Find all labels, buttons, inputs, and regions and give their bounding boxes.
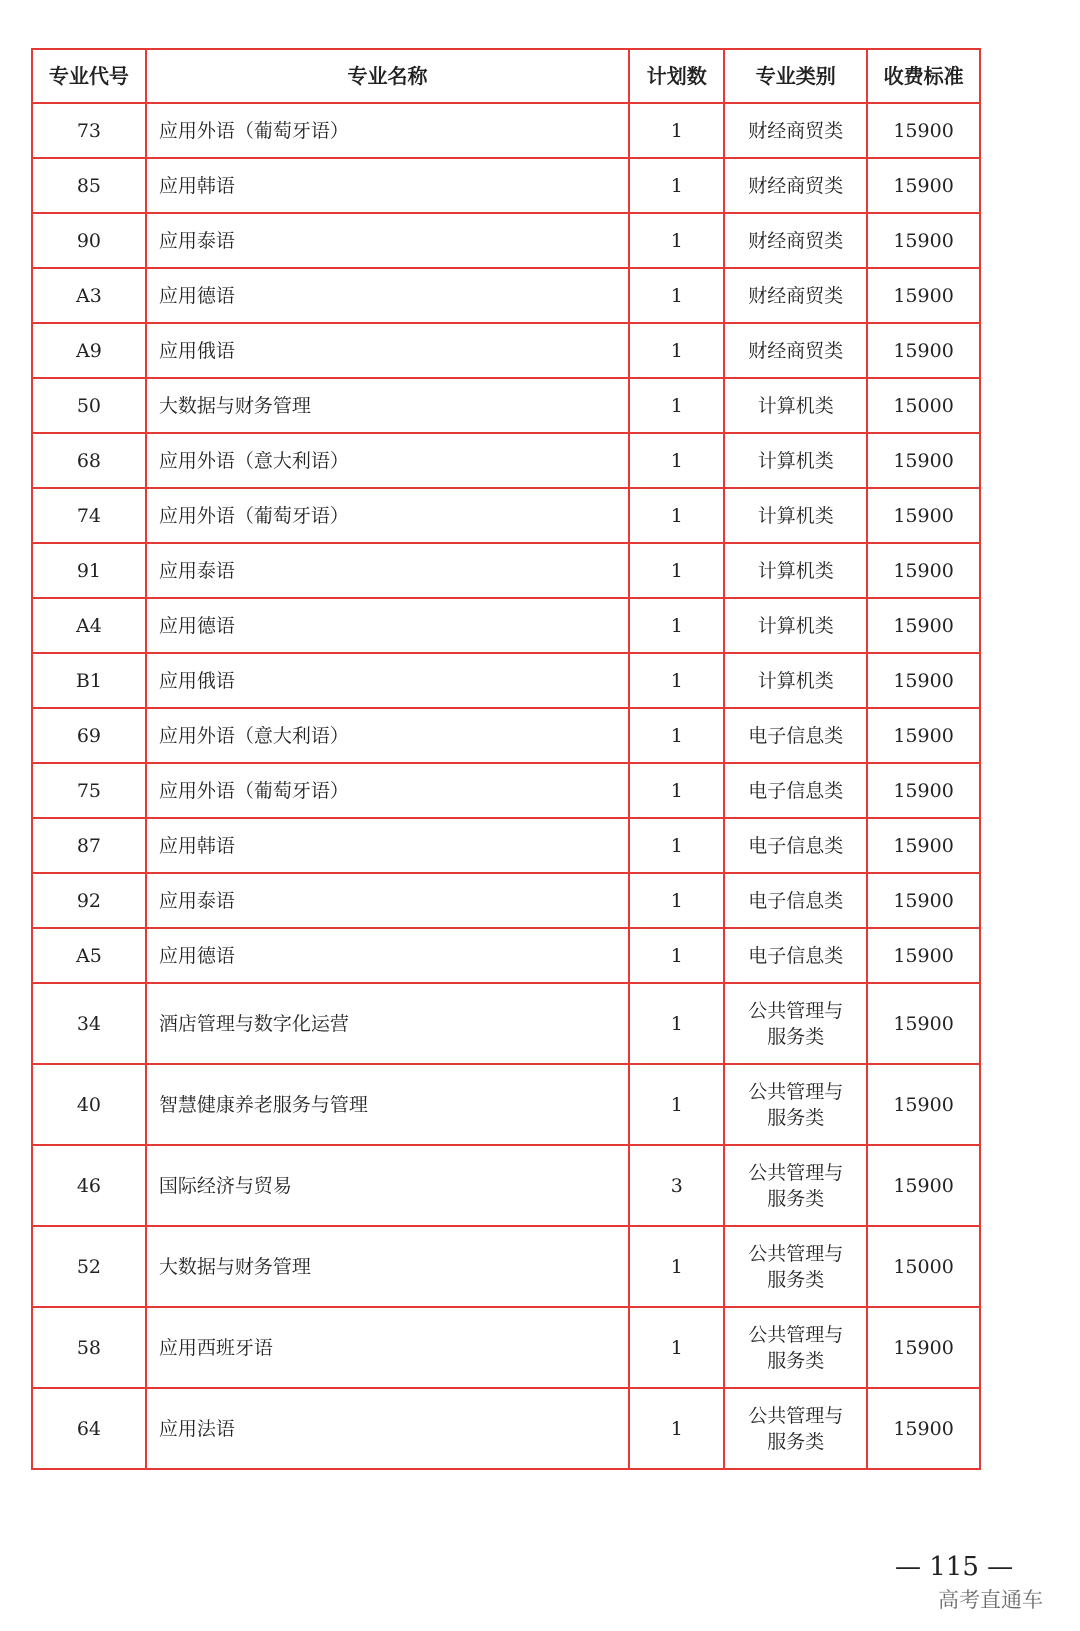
table-row (32, 818, 980, 873)
table-row (32, 323, 980, 378)
cell-category (724, 488, 867, 543)
cell-fee: 15900 (867, 213, 980, 268)
cell-plan: 1 (629, 708, 724, 763)
cell-plan: 1 (629, 818, 724, 873)
cell-name: 大数据与财务管理 (146, 378, 629, 433)
category-line-1: 计算机类 (757, 559, 834, 582)
table-row (32, 1307, 980, 1388)
cell-plan: 1 (629, 103, 724, 158)
cell-code: A9 (32, 323, 146, 378)
cell-name: 应用外语（葡萄牙语） (146, 103, 629, 158)
category-line-1: 公共管理与 (748, 1161, 844, 1184)
category-line-1: 电子信息类 (748, 944, 844, 967)
cell-fee: 15900 (867, 598, 980, 653)
cell-name: 应用德语 (146, 928, 629, 983)
cell-plan: 1 (629, 488, 724, 543)
cell-fee: 15900 (867, 158, 980, 213)
cell-plan: 1 (629, 543, 724, 598)
category-line-2: 服务类 (767, 1349, 825, 1372)
table-row (32, 433, 980, 488)
cell-code: 85 (32, 158, 146, 213)
cell-fee: 15900 (867, 103, 980, 158)
cell-category (724, 378, 867, 433)
cell-plan: 1 (629, 763, 724, 818)
cell-fee: 15000 (867, 378, 980, 433)
category-line-1: 公共管理与 (748, 1080, 844, 1103)
cell-plan: 1 (629, 1226, 724, 1307)
cell-code: B1 (32, 653, 146, 708)
table-row (32, 103, 980, 158)
category-line-1: 计算机类 (757, 504, 834, 527)
cell-name: 应用外语（葡萄牙语） (146, 763, 629, 818)
category-line-1: 计算机类 (757, 614, 834, 637)
cell-category (724, 213, 867, 268)
cell-category (724, 763, 867, 818)
cell-name: 应用外语（葡萄牙语） (146, 488, 629, 543)
table-row (32, 873, 980, 928)
cell-code: 74 (32, 488, 146, 543)
cell-fee: 15900 (867, 873, 980, 928)
cell-code: 69 (32, 708, 146, 763)
cell-plan: 1 (629, 1388, 724, 1469)
table-row (32, 543, 980, 598)
cell-category (724, 598, 867, 653)
category-line-1: 计算机类 (757, 669, 834, 692)
category-line-1: 计算机类 (757, 394, 834, 417)
cell-category (724, 873, 867, 928)
cell-code: 68 (32, 433, 146, 488)
table-row (32, 1388, 980, 1469)
table-row (32, 268, 980, 323)
cell-code: 92 (32, 873, 146, 928)
cell-category (724, 323, 867, 378)
cell-fee: 15900 (867, 653, 980, 708)
cell-fee: 15900 (867, 268, 980, 323)
cell-fee: 15900 (867, 983, 980, 1064)
category-line-1: 公共管理与 (748, 1404, 844, 1427)
header-name: 专业名称 (146, 49, 629, 103)
cell-plan: 1 (629, 323, 724, 378)
table-row (32, 1226, 980, 1307)
cell-code: 90 (32, 213, 146, 268)
cell-fee: 15900 (867, 1307, 980, 1388)
cell-name: 应用德语 (146, 598, 629, 653)
cell-fee: 15900 (867, 818, 980, 873)
cell-code: A5 (32, 928, 146, 983)
cell-name: 应用外语（意大利语） (146, 433, 629, 488)
category-line-1: 公共管理与 (748, 999, 844, 1022)
table-row (32, 983, 980, 1064)
cell-name: 智慧健康养老服务与管理 (146, 1064, 629, 1145)
cell-category (724, 983, 867, 1064)
table-row (32, 928, 980, 983)
cell-name: 应用泰语 (146, 543, 629, 598)
cell-plan: 1 (629, 653, 724, 708)
cell-category (724, 928, 867, 983)
cell-name: 应用韩语 (146, 158, 629, 213)
cell-plan: 1 (629, 433, 724, 488)
cell-fee: 15900 (867, 323, 980, 378)
cell-code: 58 (32, 1307, 146, 1388)
category-line-1: 财经商贸类 (748, 339, 844, 362)
cell-name: 应用泰语 (146, 213, 629, 268)
cell-fee: 15000 (867, 1226, 980, 1307)
table-row (32, 1145, 980, 1226)
category-line-2: 服务类 (767, 1268, 825, 1291)
table-row (32, 598, 980, 653)
cell-code: 46 (32, 1145, 146, 1226)
cell-code: A4 (32, 598, 146, 653)
category-line-1: 财经商贸类 (748, 174, 844, 197)
category-line-2: 服务类 (767, 1430, 825, 1453)
cell-code: 91 (32, 543, 146, 598)
category-line-2: 服务类 (767, 1187, 825, 1210)
cell-name: 应用法语 (146, 1388, 629, 1469)
cell-name: 应用德语 (146, 268, 629, 323)
category-line-1: 电子信息类 (748, 834, 844, 857)
category-line-1: 电子信息类 (748, 889, 844, 912)
watermark: 高考直通车 (938, 1588, 1043, 1612)
category-line-1: 电子信息类 (748, 724, 844, 747)
cell-fee: 15900 (867, 1064, 980, 1145)
cell-plan: 1 (629, 1307, 724, 1388)
cell-name: 应用俄语 (146, 323, 629, 378)
cell-category (724, 1307, 867, 1388)
cell-category (724, 433, 867, 488)
plan-table (31, 48, 981, 1470)
table-header-row (32, 49, 980, 103)
cell-plan: 3 (629, 1145, 724, 1226)
category-line-2: 服务类 (767, 1025, 825, 1048)
header-plan: 计划数 (629, 49, 724, 103)
cell-plan: 1 (629, 268, 724, 323)
cell-name: 应用韩语 (146, 818, 629, 873)
cell-fee: 15900 (867, 928, 980, 983)
cell-name: 酒店管理与数字化运营 (146, 983, 629, 1064)
cell-fee: 15900 (867, 708, 980, 763)
cell-plan: 1 (629, 1064, 724, 1145)
category-line-1: 财经商贸类 (748, 119, 844, 142)
table-row (32, 378, 980, 433)
category-line-1: 计算机类 (757, 449, 834, 472)
cell-category (724, 158, 867, 213)
cell-category (724, 708, 867, 763)
cell-plan: 1 (629, 158, 724, 213)
cell-code: 50 (32, 378, 146, 433)
cell-fee: 15900 (867, 1145, 980, 1226)
category-line-2: 服务类 (767, 1106, 825, 1129)
cell-plan: 1 (629, 598, 724, 653)
table-row (32, 763, 980, 818)
cell-code: 73 (32, 103, 146, 158)
cell-fee: 15900 (867, 1388, 980, 1469)
cell-name: 大数据与财务管理 (146, 1226, 629, 1307)
table-row (32, 213, 980, 268)
cell-category (724, 103, 867, 158)
cell-plan: 1 (629, 928, 724, 983)
cell-code: 64 (32, 1388, 146, 1469)
table-row (32, 1064, 980, 1145)
cell-category (724, 818, 867, 873)
cell-code: 87 (32, 818, 146, 873)
cell-code: A3 (32, 268, 146, 323)
cell-fee: 15900 (867, 433, 980, 488)
cell-category (724, 543, 867, 598)
cell-name: 应用外语（意大利语） (146, 708, 629, 763)
header-category: 专业类别 (724, 49, 867, 103)
cell-plan: 1 (629, 873, 724, 928)
cell-plan: 1 (629, 378, 724, 433)
category-line-1: 电子信息类 (748, 779, 844, 802)
table-row (32, 158, 980, 213)
table-row (32, 708, 980, 763)
category-line-1: 公共管理与 (748, 1323, 844, 1346)
header-fee: 收费标准 (867, 49, 980, 103)
page-number: — 115 — (895, 1552, 1014, 1582)
cell-name: 国际经济与贸易 (146, 1145, 629, 1226)
cell-plan: 1 (629, 213, 724, 268)
cell-name: 应用西班牙语 (146, 1307, 629, 1388)
cell-code: 52 (32, 1226, 146, 1307)
cell-category (724, 1145, 867, 1226)
cell-fee: 15900 (867, 543, 980, 598)
header-code: 专业代号 (32, 49, 146, 103)
cell-code: 75 (32, 763, 146, 818)
cell-code: 34 (32, 983, 146, 1064)
table-row (32, 653, 980, 708)
category-line-1: 公共管理与 (748, 1242, 844, 1265)
category-line-1: 财经商贸类 (748, 229, 844, 252)
cell-name: 应用俄语 (146, 653, 629, 708)
cell-fee: 15900 (867, 763, 980, 818)
cell-name: 应用泰语 (146, 873, 629, 928)
cell-category (724, 1064, 867, 1145)
cell-fee: 15900 (867, 488, 980, 543)
category-line-1: 财经商贸类 (748, 284, 844, 307)
cell-category (724, 1388, 867, 1469)
cell-code: 40 (32, 1064, 146, 1145)
cell-category (724, 653, 867, 708)
cell-category (724, 268, 867, 323)
cell-plan: 1 (629, 983, 724, 1064)
table-row (32, 488, 980, 543)
cell-category (724, 1226, 867, 1307)
